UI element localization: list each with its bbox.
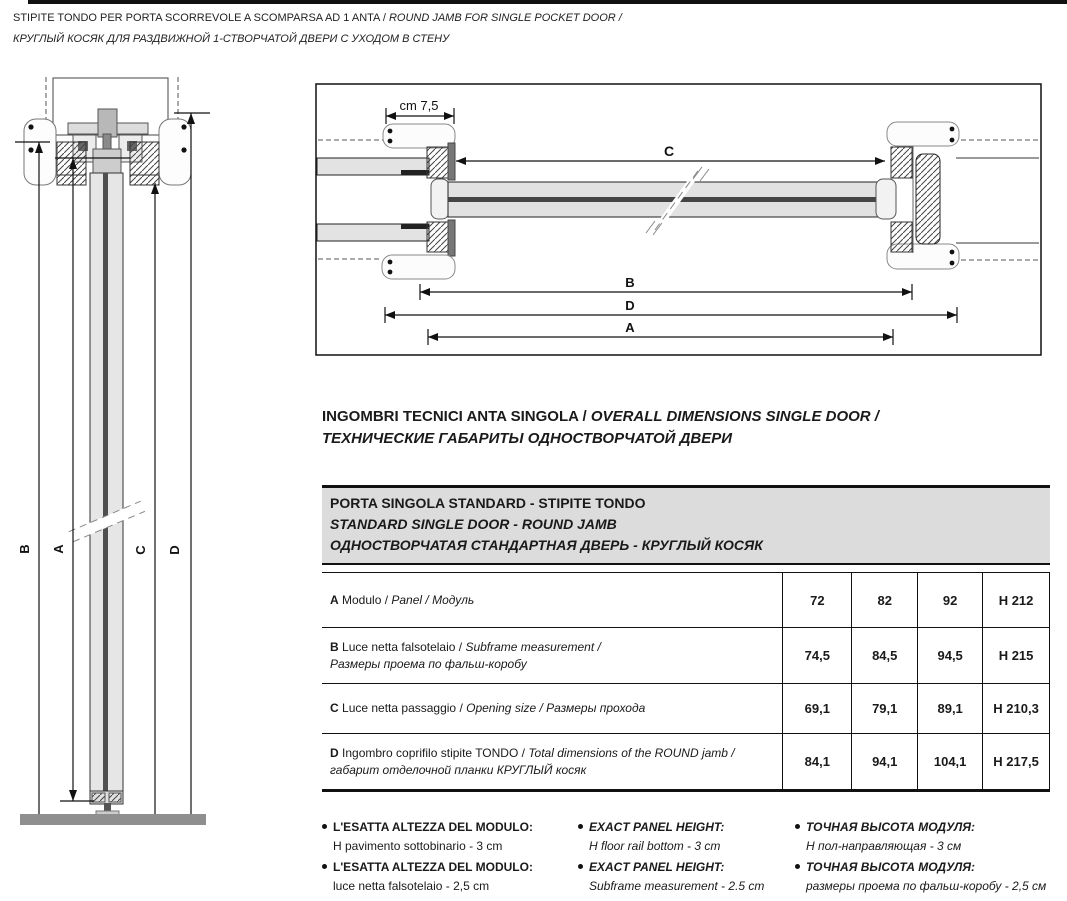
dimension-label-d: D (625, 298, 635, 313)
gasket-bottom-2 (388, 270, 393, 275)
dimension-label-c: C (133, 545, 148, 555)
gasket-right-top (181, 124, 186, 129)
row-label-en: Total dimensions of the ROUND jamb / (528, 745, 735, 760)
section-title-line-1 (322, 406, 1052, 428)
note-item (795, 818, 1063, 856)
dimension-label-d: D (167, 545, 182, 555)
bullet-icon (578, 864, 583, 869)
gasket-left-top (28, 124, 33, 129)
gasket-top-1 (388, 129, 393, 134)
jamb-block-right (130, 142, 159, 175)
gasket-right-bottom-2 (950, 261, 955, 266)
note-item (578, 858, 790, 896)
note-item (322, 858, 577, 896)
row-key: B (330, 639, 339, 654)
header-title-it: STIPITE TONDO PER PORTA SCORREVOLE A SCOMPARSA AD 1 ANTA / (13, 12, 389, 24)
table-header-en: STANDARD SINGLE DOOR - ROUND JAMB (330, 516, 617, 532)
dimension-label-c: C (663, 143, 675, 159)
section-title-en: OVERALL DIMENSIONS SINGLE DOOR / (590, 408, 879, 425)
cell-value: 72 (782, 573, 851, 627)
note-item (578, 818, 790, 856)
note-head: EXACT PANEL HEIGHT: (589, 860, 725, 874)
gasket-top-2 (388, 139, 393, 144)
cell-value: H 212 (982, 573, 1049, 627)
cell-value: H 210,3 (982, 684, 1049, 733)
dimension-label-b: B (17, 544, 32, 554)
row-label-en: Panel / Модуль (391, 592, 475, 607)
pocket-jamb-profile-top (383, 124, 455, 148)
table-header-it: PORTA SINGOLA STANDARD - STIPITE TONDO (330, 495, 646, 511)
top-edge-bar (28, 0, 1067, 4)
header-title-ru: КРУГЛЫЙ КОСЯК ДЛЯ РАЗДВИЖНОЙ 1-СТВОРЧАТОЙ ДВЕРИ С УХОДОМ В СТЕНУ (13, 33, 450, 45)
table-row (322, 628, 1049, 684)
note-sub: размеры проема по фальш-коробу - 2,5 см (806, 879, 1047, 893)
horizontal-section-diagram (315, 83, 1042, 357)
table-header-ru: ОДНОСТВОРЧАТАЯ СТАНДАРТНАЯ ДВЕРЬ - КРУГЛЫЙ КОСЯК (330, 537, 763, 553)
floor (20, 814, 206, 825)
dimensions-table (322, 572, 1050, 792)
table-row (322, 684, 1049, 734)
cell-value: 82 (851, 573, 917, 627)
table-row (322, 573, 1049, 628)
pocket-stile-bottom (427, 222, 448, 252)
cell-value: 79,1 (851, 684, 917, 733)
cell-value: 84,5 (851, 628, 917, 683)
note-sub: H floor rail bottom - 3 cm (589, 839, 721, 853)
row-key: D (330, 745, 339, 760)
bullet-icon (795, 864, 800, 869)
row-label-it: Luce netta falsotelaio / (342, 639, 466, 654)
document-header (13, 8, 1053, 50)
row-label (322, 734, 782, 789)
section-title-it: INGOMBRI TECNICI ANTA SINGOLA / (322, 408, 591, 425)
note-head: EXACT PANEL HEIGHT: (589, 820, 725, 834)
closing-stile-bottom (891, 222, 912, 252)
notes-russian (795, 818, 1063, 898)
header-line-1 (13, 8, 1053, 29)
section-title (322, 406, 1052, 450)
door-top-bracket (93, 149, 121, 173)
pocket-wall-top-edge (401, 170, 429, 175)
door-panel-core (103, 173, 108, 803)
row-label-ru: габарит отделочной планки КРУГЛЫЙ косяк (330, 762, 587, 777)
row-label (322, 684, 782, 733)
section-title-ru: ТЕХНИЧЕСКИЕ ГАБАРИТЫ ОДНОСТВОРЧАТОЙ ДВЕРИ (322, 430, 733, 447)
closing-stile-top (891, 147, 912, 178)
cell-value: 92 (917, 573, 982, 627)
dimension-label-b: B (625, 275, 635, 290)
gasket-bottom-1 (388, 260, 393, 265)
cell-value: H 215 (982, 628, 1049, 683)
bullet-icon (578, 824, 583, 829)
door-panel-core (448, 197, 878, 202)
dimension-label-a: A (51, 544, 66, 554)
note-sub: Subframe measurement - 2.5 cm (589, 879, 765, 893)
jamb-face-top (448, 143, 455, 180)
cell-value: 74,5 (782, 628, 851, 683)
bottom-rail-right (109, 793, 121, 802)
row-label (322, 573, 782, 627)
notes-english (578, 818, 790, 898)
table-header-band (322, 485, 1050, 565)
jamb-strip-left (57, 175, 86, 185)
gasket-left-bottom (28, 147, 33, 152)
round-jamb-profile-right (159, 119, 191, 185)
note-sub: H pavimento sottobinario - 3 cm (333, 839, 503, 853)
row-label-it: Luce netta passaggio / (342, 701, 467, 715)
bullet-icon (322, 864, 327, 869)
pocket-jamb-profile-bottom (382, 255, 455, 279)
jamb-depth-label: cm 7,5 (399, 98, 439, 113)
cell-value: 94,5 (917, 628, 982, 683)
closing-jamb-profile-top (887, 122, 959, 146)
cell-value: 69,1 (782, 684, 851, 733)
gasket-right-top-2 (950, 138, 955, 143)
note-sub: Н пол-направляющая - 3 см (806, 839, 962, 853)
dimension-label-a: A (625, 320, 635, 335)
row-key: C (330, 701, 339, 715)
note-head: ТОЧНАЯ ВЫСОТА МОДУЛЯ: (806, 820, 976, 834)
door-end-cap-left (431, 179, 449, 219)
note-head: ТОЧНАЯ ВЫСОТА МОДУЛЯ: (806, 860, 976, 874)
vertical-section-diagram (10, 75, 220, 835)
gasket-right-bottom (181, 147, 186, 152)
pocket-stile-top (427, 147, 448, 178)
row-label-it: Modulo / (342, 592, 392, 607)
note-item (795, 858, 1063, 896)
note-head: L'ESATTA ALTEZZA DEL MODULO: (333, 820, 533, 834)
bullet-icon (795, 824, 800, 829)
note-head: L'ESATTA ALTEZZA DEL MODULO: (333, 860, 533, 874)
row-label-en: Opening size / Размеры прохода (466, 701, 646, 715)
door-end-cap-right (876, 179, 896, 219)
gasket-right-top-1 (950, 127, 955, 132)
row-key: A (330, 592, 339, 607)
row-label-it: Ingombro coprifilo stipite TONDO / (342, 745, 529, 760)
gasket-right-bottom-1 (950, 250, 955, 255)
pocket-wall-bottom-edge (401, 224, 429, 229)
bullet-icon (322, 824, 327, 829)
cell-value: 84,1 (782, 734, 851, 789)
cell-value: 94,1 (851, 734, 917, 789)
notes-italian (322, 818, 577, 898)
cell-value: 104,1 (917, 734, 982, 789)
row-label-en: Subframe measurement / (465, 639, 601, 654)
header-title-en: ROUND JAMB FOR SINGLE POCKET DOOR / (388, 12, 622, 24)
row-label (322, 628, 782, 683)
note-sub: luce netta falsotelaio - 2,5 cm (333, 879, 490, 893)
cell-value: 89,1 (917, 684, 982, 733)
note-item (322, 818, 577, 856)
closing-stile-main (916, 154, 940, 244)
jamb-face-bottom (448, 220, 455, 256)
table-row (322, 734, 1049, 789)
hanger-carriage (98, 109, 117, 137)
cell-value: H 217,5 (982, 734, 1049, 789)
row-label-ru: Размеры проема по фальш-коробу (330, 656, 527, 671)
